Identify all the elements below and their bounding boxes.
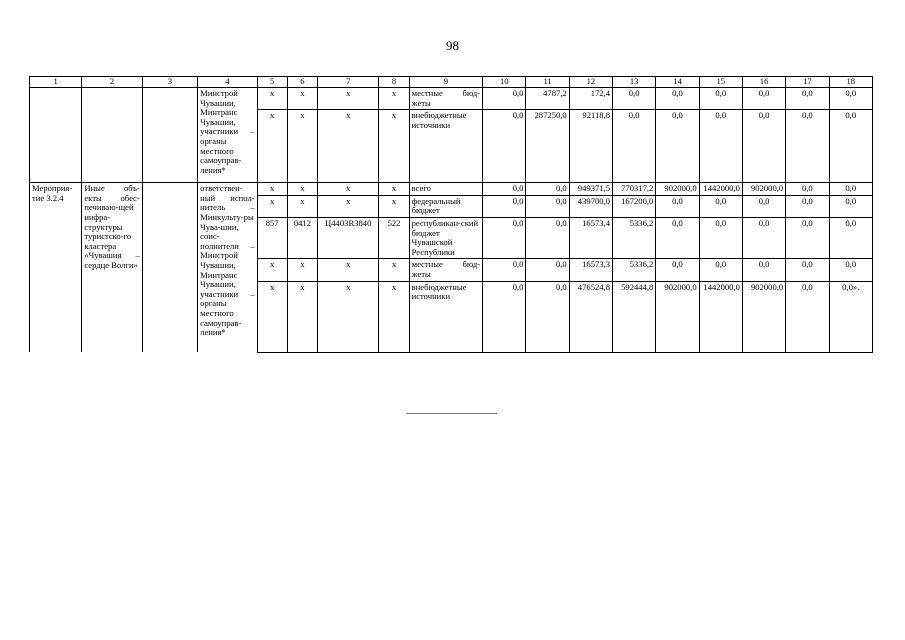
executors-cell: Минстрой Чувашии, Минтранс Чувашии, участники – органы местного самоуправ-ления* (198, 88, 257, 183)
table-row: Минстрой Чувашии, Минтранс Чувашии, участники – органы местного самоуправ-ления* x x x x местные бюд-жеты 0,0 4787,2 172,4 0,0 0,0 0,0 0,0 0,0 0,0 (30, 88, 873, 110)
column-header: 9 (409, 77, 483, 88)
column-header: 17 (786, 77, 829, 88)
column-header: 14 (656, 77, 699, 88)
table-row: x x x x местные бюд-жеты 0,0 0,0 16573,3 5336,2 0,0 0,0 0,0 0,0 0,0 (30, 259, 873, 281)
page-number: 98 (446, 38, 459, 53)
source-cell: местные бюд-жеты (409, 88, 483, 110)
footer-divider (406, 413, 497, 414)
column-header: 8 (379, 77, 409, 88)
table-row: Мероприя-тие 3.2.4 Иные объ-екты обес-печиваю-щей инфра-структуры туристско-го кластера «Чувашия – сердце Волги» ответствен-ный испол-нитель – Минкульту-ры Чува-шии, соис-полнители – Минстрой Чувашии, Минтранс Чувашии, участники – органы местного самоуправ-ления* x x x x всего 0,0 0,0 949371,5 770317,2 902000,0 1442000,0 902000,0 0,0 0,0 (30, 183, 873, 196)
table-row: x x x x внебюджетные источники 0,0 0,0 476524,8 592444,8 902000,0 1442000,0 902000,0 0,0 0,0». (30, 281, 873, 352)
column-header: 2 (82, 77, 142, 88)
source-cell: местные бюд-жеты (409, 259, 483, 281)
column-header: 16 (742, 77, 785, 88)
column-header: 12 (569, 77, 612, 88)
column-header: 15 (699, 77, 742, 88)
column-header: 1 (30, 77, 82, 88)
executors-cell: ответствен-ный испол-нитель – Минкульту-ры Чува-шии, соис-полнители – Минстрой Чувашии, Минтранс Чувашии, участники – органы местного самоуправ-ления* (198, 183, 257, 352)
column-header: 3 (142, 77, 197, 88)
measure-name-cell: Иные объ-екты обес-печиваю-щей инфра-структуры туристско-го кластера «Чувашия – сердце Волги» (82, 183, 142, 352)
source-cell: республикан-ский бюджет Чувашской Республики (409, 217, 483, 258)
header-row (30, 77, 873, 88)
measure-cell: Мероприя-тие 3.2.4 (30, 183, 82, 352)
column-header: 18 (829, 77, 872, 88)
source-cell: всего (409, 183, 483, 196)
source-cell: внебюджетные источники (409, 281, 483, 352)
column-header: 10 (483, 77, 526, 88)
source-cell: федеральный бюджет (409, 195, 483, 217)
column-header: 5 (257, 77, 287, 88)
budget-table (29, 76, 873, 353)
column-header: 4 (198, 77, 257, 88)
table-row: x x x x федеральный бюджет 0,0 0,0 439700,0 167200,0 0,0 0,0 0,0 0,0 0,0 (30, 195, 873, 217)
table-row: 857 0412 Ц4403R3840 522 республикан-ский бюджет Чувашской Республики 0,0 0,0 16573,4 5336,2 0,0 0,0 0,0 0,0 0,0 (30, 217, 873, 258)
column-header: 13 (613, 77, 656, 88)
column-header: 11 (526, 77, 569, 88)
table-row: x x x x внебюджетные источники 0,0 287250,0 92118,8 0,0 0,0 0,0 0,0 0,0 0,0 (30, 110, 873, 183)
source-cell: внебюджетные источники (409, 110, 483, 183)
column-header: 6 (287, 77, 317, 88)
column-header: 7 (318, 77, 379, 88)
